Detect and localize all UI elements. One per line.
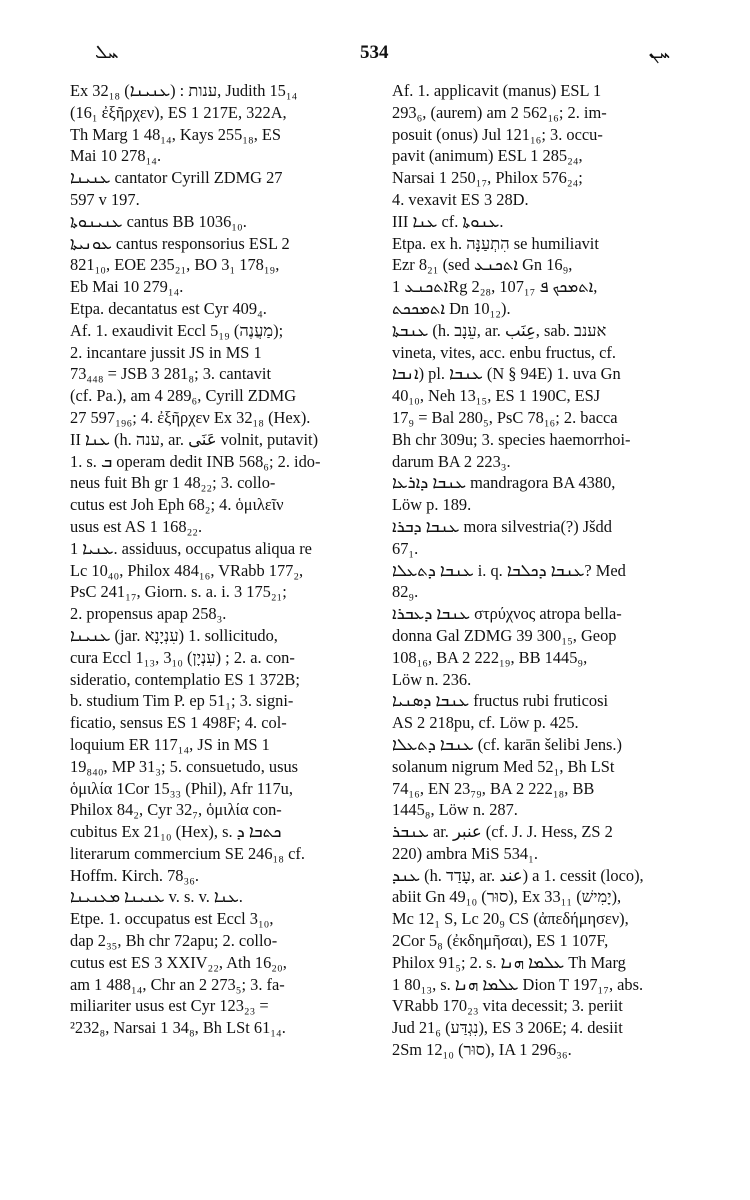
- entry-line: ܥܢܝܐ 1. assiduus, occupatus aliqua re: [70, 538, 312, 558]
- entry-line: II ܥܢܐ (h. ענה, ar. عَنَى volnit, putavit): [70, 429, 319, 449]
- entry-line: Ezr 8₂₁ (sed ܐܬܟܢܥ Gn 16₉,: [392, 255, 573, 275]
- entry-line: 1 80₁₃, s. ܥܠܡܐ ܗܢܐ Dion T 197₁₇, abs.: [392, 974, 644, 994]
- entry-line: ܥܢܝܢܐ (jar. עִנְיָנָא) 1. sollicitudo,: [70, 625, 278, 645]
- left-column: [70, 80, 380, 1039]
- entry-line: loquium ER 117₁₄, JS in MS 1: [70, 734, 270, 754]
- entry-line: ܐܬܡܟܟܬ Dn 10₁₂).: [392, 298, 511, 318]
- entry-line: ܥܢܒܐ ܕܥܒܪܐ στρύχνος atropa bella-: [392, 604, 622, 624]
- entry-line: ²232₈, Narsai 1 34₈, Bh LSt 61₁₄.: [70, 1018, 286, 1038]
- entry-line: vineta, vites, acc. enbu fructus, cf.: [392, 342, 616, 362]
- entry-line: ܥܢܝܢܘܬܐ cantus BB 1036₁₀.: [70, 211, 247, 231]
- entry-line: (cf. Pa.), am 4 289₆, Cyrill ZDMG: [70, 386, 297, 406]
- entry-line: 67₁.: [392, 538, 419, 558]
- entry-line: Eb Mai 10 279₁₄.: [70, 277, 184, 297]
- entry-line: Mc 12₁ S, Lc 20₉ CS (ἀπεδήμησεν),: [392, 909, 629, 929]
- entry-line: pavit (animum) ESL 1 285₂₄,: [392, 146, 583, 166]
- entry-line: ܥܘܢܝܬܐ cantus responsorius ESL 2: [70, 233, 290, 253]
- entry-line: Lc 10₄₀, Philox 484₁₆, VRabb 177₂,: [70, 560, 304, 580]
- entry-line: Löw n. 236.: [392, 669, 472, 689]
- entry-line: VRabb 170₂₃ vita decessit; 3. periit: [392, 996, 623, 1016]
- entry-line: III ܥܢܐ cf. ܥܢܘܬܐ.: [392, 211, 504, 231]
- entry-line: ܐܢܒܐ) pl. ܥܢܒܐ (N § 94E) 1. uva Gn: [392, 364, 621, 384]
- entry-line: Etpe. 1. occupatus est Eccl 3₁₀,: [70, 909, 274, 929]
- entry-line: 821₁₀, EOE 235₂₁, BO 3₁ 178₁₉,: [70, 255, 280, 275]
- entry-line: Ex 32₁₈ ענות : (ܥܢܝܢܐ), Judith 15₁₄: [70, 81, 298, 100]
- entry-line: 17₉ = Bal 280₅, PsC 78₁₆; 2. bacca: [392, 407, 618, 427]
- entry-line: ܥܢܒܬܐ (h. עֵנָב, ar. عِنَب, sab. אענב: [392, 320, 607, 340]
- entry-line: (16₁ ἐξῆρχεν), ES 1 217E, 322A,: [70, 102, 287, 122]
- entry-line: Bh chr 309u; 3. species haemorrhoi-: [392, 429, 631, 449]
- entry-line: ὁμιλία 1Cor 15₃₃ (Phil), Afr 117u,: [70, 778, 293, 798]
- entry-line: ܥܢܒܐ ܕܣܢܝܐ fructus rubi fruticosi: [392, 691, 609, 711]
- entry-line: Philox 91₅; 2. s. ܥܠܡܐ ܗܢܐ Th Marg: [392, 952, 626, 972]
- entry-line: neus fuit Bh gr 1 48₂₂; 3. collo-: [70, 473, 276, 493]
- entry-line: 73₄₄₈ = JSB 3 281₈; 3. cantavit: [70, 364, 272, 384]
- entry-line: ܐܬܟܢܥ 1Rg 2₂₈, ܐܬܡܟܟ ܦ 107₁₇,: [392, 277, 598, 297]
- right-running-headword: ܚܢ: [648, 42, 670, 63]
- right-column: [392, 80, 722, 1061]
- entry-line: cura Eccl 1₁₃, 3₁₀ (עִנְיָן) ; 2. a. con-: [70, 647, 295, 667]
- entry-line: 1445₈, Löw n. 287.: [392, 800, 518, 820]
- entry-line: dap 2₃₅, Bh chr 72apu; 2. collo-: [70, 931, 278, 951]
- entry-line: Mai 10 278₁₄.: [70, 146, 162, 166]
- entry-line: 220) ambra MiS 534₁.: [392, 843, 538, 863]
- entry-line: sideratio, contemplatio ES 1 372B;: [70, 669, 300, 689]
- entry-line: 597 v 197.: [70, 189, 140, 209]
- entry-line: donna Gal ZDMG 39 300₁₅, Geop: [392, 625, 617, 645]
- entry-line: ܥܢܒܐ ܕܒܪܐ mora silvestria(?) Jšdd: [392, 516, 612, 536]
- entry-line: posuit (onus) Jul 121₁₆; 3. occu-: [392, 124, 603, 144]
- entry-line: cutus est ES 3 XXIV₂₂, Ath 16₂₀,: [70, 952, 287, 972]
- entry-line: Th Marg 1 48₁₄, Kays 255₁₈, ES: [70, 124, 282, 144]
- entry-line: 19₈₄₀, MP 31₃; 5. consuetudo, usus: [70, 756, 299, 776]
- entry-line: 74₁₆, EN 23₇₉, BA 2 222₁₈, BB: [392, 778, 595, 798]
- entry-line: 2. propensus apap 258₃.: [70, 604, 227, 624]
- page-header: [90, 42, 680, 66]
- entry-line: ܥܢܒܪ ar. عنبر (cf. J. J. Hess, ZS 2: [392, 822, 613, 842]
- page-number: 534: [360, 42, 389, 63]
- entry-line: abiit Gn 49₁₀ (סוּר), Ex 33₁₁ (יָמִישׁ),: [392, 887, 622, 907]
- entry-line: Jud 21₆ (נִגְדַּע), ES 3 206E; 4. desiit: [392, 1018, 623, 1038]
- entry-line: 40₁₀, Neh 13₁₅, ES 1 190C, ESJ: [392, 386, 601, 406]
- entry-line: ܥܢܕ (h. עָדַד, ar. عند) a 1. cessit (loco),: [392, 865, 644, 885]
- entry-line: ܥܢܒܐ ܕܬܥܠܐ i. q. ܥܢܒܐ ܕܟܠܒܐ? Med: [392, 560, 626, 580]
- entry-line: AS 2 218pu, cf. Löw p. 425.: [392, 713, 579, 733]
- entry-line: 2Cor 5₈ (ἐκδημῆσαι), ES 1 107F,: [392, 931, 609, 951]
- entry-line: 4. vexavit ES 3 28D.: [392, 189, 529, 209]
- entry-line: ܥܢܒܐ ܕܬܥܠܐ (cf. karān šelibi Jens.): [392, 734, 622, 754]
- entry-line: Löw p. 189.: [392, 495, 472, 515]
- entry-line: cutus est Joh Eph 68₂; 4. ὁμιλεῖν: [70, 495, 284, 515]
- entry-line: 108₁₆, BA 2 222₁₉, BB 1445₉,: [392, 647, 588, 667]
- entry-line: PsC 241₁₇, Giorn. s. a. i. 3 175₂₁;: [70, 582, 287, 602]
- entry-line: Etpa. ex h. הִתְעַנָּה se humiliavit: [392, 233, 599, 253]
- entry-line: ܥܢܝܢܐ cantator Cyrill ZDMG 27: [70, 168, 283, 188]
- entry-line: ficatio, sensus ES 1 498F; 4. col-: [70, 713, 287, 733]
- entry-line: 2Sm 12₁₀ (סוּר), IA 1 296₃₆.: [392, 1040, 572, 1060]
- entry-line: 1. s. ܒ operam dedit INB 568₆; 2. ido-: [70, 451, 321, 471]
- entry-line: Af. 1. exaudivit Eccl 5₁₉ (מַעֲנֶה);: [70, 320, 284, 340]
- entry-line: 293₆, (aurem) am 2 562₁₆; 2. im-: [392, 102, 607, 122]
- entry-line: ܥܢܝܢܐ ܡܥܢܝܢܐ v. s. v. ܥܢܐ.: [70, 887, 243, 907]
- entry-line: literarum commercium SE 246₁₈ cf.: [70, 843, 305, 863]
- entry-line: Hoffm. Kirch. 78₃₆.: [70, 865, 200, 885]
- entry-line: solanum nigrum Med 52₁, Bh LSt: [392, 756, 615, 776]
- entry-line: am 1 488₁₄, Chr an 2 273₅; 3. fa-: [70, 974, 285, 994]
- entry-line: 27 597₁₉₆; 4. ἐξῆρχεν Ex 32₁₈ (Hex).: [70, 407, 311, 427]
- entry-line: darum BA 2 223₃.: [392, 451, 511, 471]
- entry-line: 82₉.: [392, 582, 419, 602]
- entry-line: miliariter usus est Cyr 123₂₃ =: [70, 996, 269, 1016]
- entry-line: Af. 1. applicavit (manus) ESL 1: [392, 81, 602, 100]
- entry-line: Etpa. decantatus est Cyr 409₄.: [70, 298, 267, 318]
- entry-line: Narsai 1 250₁₇, Philox 576₂₄;: [392, 168, 583, 188]
- entry-line: usus est AS 1 168₂₂.: [70, 516, 203, 536]
- entry-line: Philox 84₂, Cyr 32₇, ὁμιλία con-: [70, 800, 282, 820]
- entry-line: b. studium Tim P. ep 51₁; 3. signi-: [70, 691, 294, 711]
- entry-line: cubitus Ex 21₁₀ (Hex), s. ܟܬܒܐ ܕ: [70, 822, 282, 842]
- left-running-headword: ܚܠ: [95, 42, 119, 63]
- entry-line: 2. incantare jussit JS in MS 1: [70, 342, 262, 362]
- entry-line: ܥܢܒܐ ܕܐܪܥܐ mandragora BA 4380,: [392, 473, 616, 493]
